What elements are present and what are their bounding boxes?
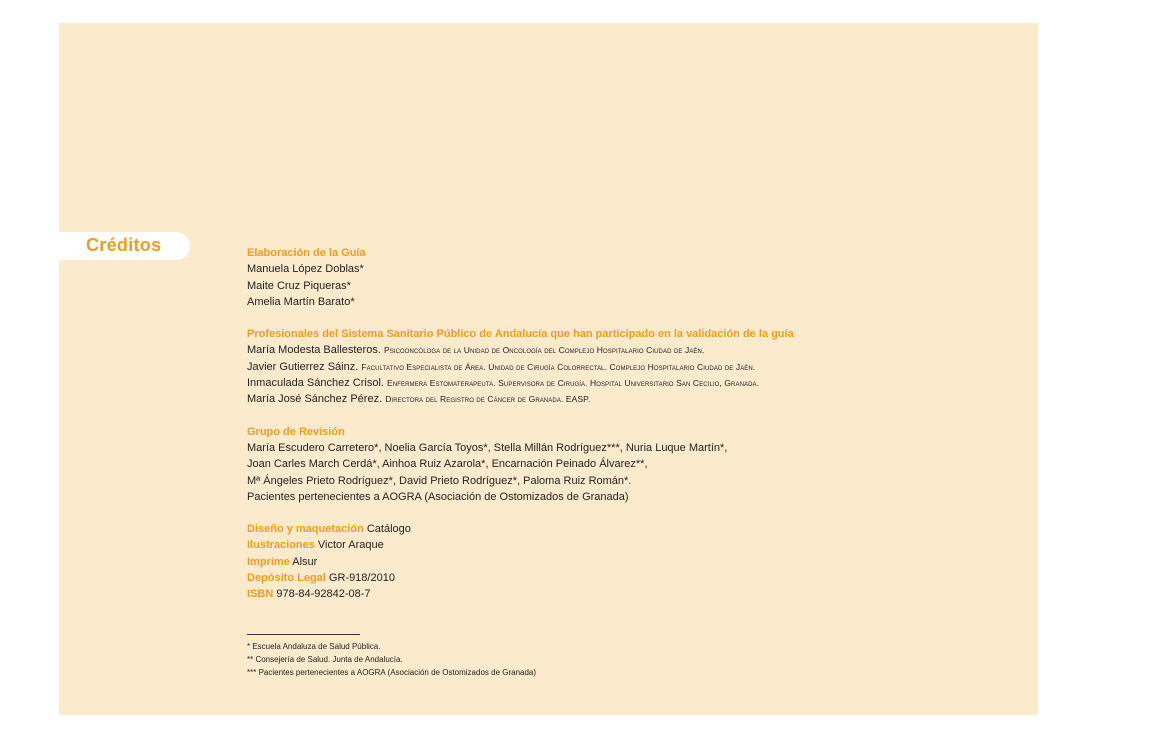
production-value: GR-918/2010 (328, 572, 395, 585)
production-line (247, 586, 947, 602)
production-label: Diseño y maquetación (247, 523, 364, 536)
author-line: Amelia Martín Barato* (247, 295, 355, 308)
revision-heading: Grupo de Revisión (247, 425, 345, 438)
production-line (247, 554, 947, 570)
professional-line (247, 342, 947, 358)
professional-name: Javier Gutierrez Sáinz. (247, 360, 359, 373)
production-label: Imprime (247, 555, 290, 568)
footnote: *** Pacientes pertenecientes a AOGRA (Asociación de Ostomizados de Granada) (247, 667, 537, 677)
profesionales-heading: Profesionales del Sistema Sanitario Público de Andalucía que han participado en la validación de la guía (247, 328, 794, 341)
professional-name: María Modesta Ballesteros. (247, 344, 381, 357)
professional-role: Psicooncóloga de la Unidad de Oncología del Complejo Hospitalario Ciudad de Jaén. (383, 345, 705, 356)
production-label: ISBN (247, 588, 274, 601)
professional-line (247, 375, 947, 391)
professional-line (247, 391, 947, 407)
professional-role: Directora del Registro de Cáncer de Granada. EASP. (385, 394, 591, 405)
production-value: Victor Araque (317, 539, 384, 552)
production-value: 978-84-92842-08-7 (276, 588, 371, 601)
professional-name: María José Sánchez Pérez. (247, 393, 383, 406)
footnote: * Escuela Andaluza de Salud Pública. (247, 642, 381, 651)
author-line: Maite Cruz Piqueras* (247, 279, 351, 292)
professional-role: Enfermera Estomaterapeuta. Supervisora de Cirugía. Hospital Universitario San Cecilio, Granada. (387, 378, 760, 389)
footnote: ** Consejería de Salud. Junta de Andalucía. (247, 654, 403, 664)
professional-line (247, 359, 947, 375)
revision-line: Joan Carles March Cerdá*, Ainhoa Ruiz Azarola*, Encarnación Peinado Álvarez**, (247, 458, 648, 471)
footnotes (247, 641, 536, 679)
revision-line: Mª Ángeles Prieto Rodríguez*, David Prieto Rodríguez*, Paloma Ruiz Román*. (247, 474, 632, 487)
section-tab (59, 232, 190, 260)
elaboracion-heading: Elaboración de la Guía (247, 247, 366, 259)
author-line: Manuela López Doblas* (247, 263, 364, 276)
revision-line: María Escudero Carretero*, Noelia García Toyos*, Stella Millán Rodríguez***, Nuria Luque Martín*, (247, 441, 728, 454)
section-title: Créditos (86, 235, 162, 255)
footnote-divider (247, 634, 360, 635)
professional-name: Inmaculada Sánchez Crisol. (247, 377, 384, 390)
production-line (247, 537, 947, 553)
production-label: Depósito Legal (247, 572, 326, 585)
credits-content (247, 245, 947, 603)
professional-role: Facultativo Especialista de Área. Unidad de Cirugía Colorrectal. Complejo Hospitalario Ciudad de Jaén. (361, 361, 756, 372)
production-line (247, 570, 947, 586)
production-value: Catálogo (366, 523, 411, 536)
production-line (247, 521, 947, 537)
production-value: Alsur (292, 555, 318, 568)
revision-line: Pacientes pertenecientes a AOGRA (Asociación de Ostomizados de Granada) (247, 490, 629, 503)
production-label: Ilustraciones (247, 539, 315, 552)
